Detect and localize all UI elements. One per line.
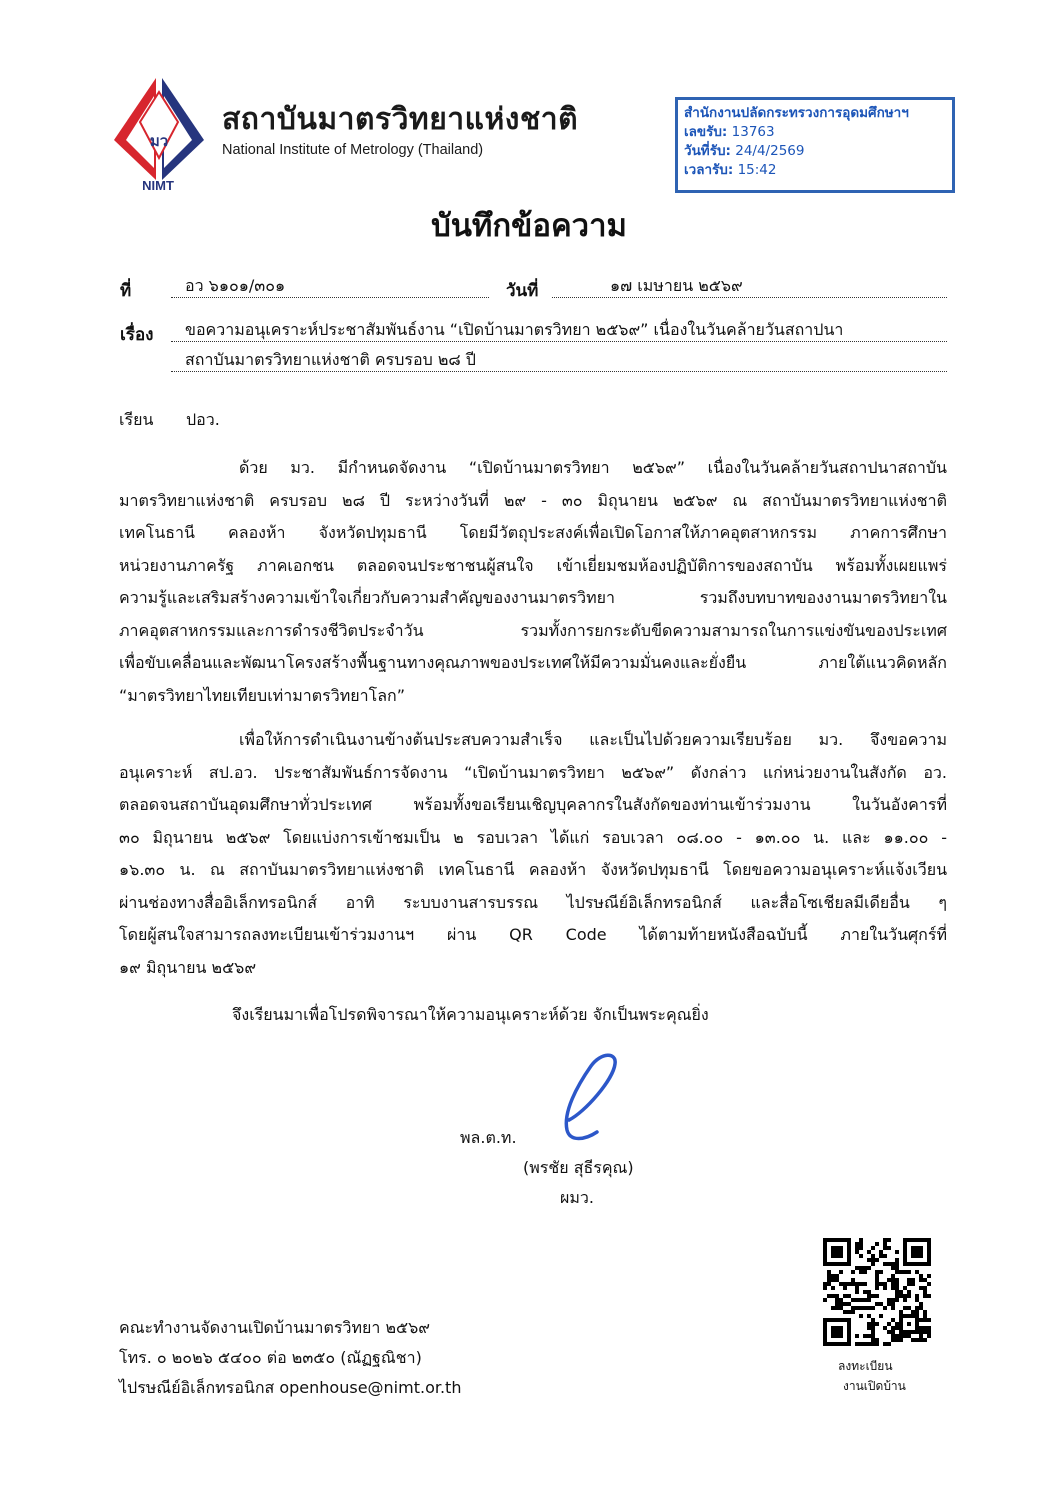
qr-caption-line-2: งานเปิดบ้าน bbox=[843, 1379, 906, 1393]
paragraph-line: “มาตรวิทยาไทยเทียบเท่ามาตรวิทยาโลก” bbox=[119, 685, 405, 705]
stamp-time-label: เวลารับ: bbox=[684, 162, 734, 178]
subject-line-1: ขอความอนุเคราะห์ประชาสัมพันธ์งาน “เปิดบ้านมาตรวิทยา ๒๕๖๙” เนื่องในวันคล้ายวันสถาปนา bbox=[171, 318, 947, 342]
date-label: วันที่ bbox=[506, 281, 539, 301]
body-paragraph-1 bbox=[119, 452, 947, 712]
contact-email[interactable]: ไปรษณีย์อิเล็กทรอนิกส openhouse@nimt.or.th bbox=[119, 1378, 462, 1397]
qr-caption-line-1: ลงทะเบียน bbox=[838, 1359, 893, 1373]
paragraph-line: ภาคอุตสาหกรรมและการดำรงชีวิตประจำวัน รวมทั้งการยกระดับขีดความสามารถในการแข่งขันของประเทศ bbox=[119, 620, 947, 640]
paragraph-line: ๑๖.๓๐ น. ณ สถาบันมาตรวิทยาแห่งชาติ เทคโนธานี คลองห้า จังหวัดปทุมธานี โดยขอความอนุเคราะห์แจ้งเวียน bbox=[119, 860, 947, 879]
doc-number-label: ที่ bbox=[120, 281, 132, 301]
paragraph-line: เทคโนธานี คลองห้า จังหวัดปทุมธานี โดยมีวัตถุประสงค์เพื่อเปิดโอกาสให้ภาคอุตสาหกรรม ภาคการศึกษา bbox=[119, 523, 947, 542]
paragraph-line: ด้วย มว. มีกำหนดจัดงาน “เปิดบ้านมาตรวิทยา ๒๕๖๙” เนื่องในวันคล้ายวันสถาปนาสถาบัน bbox=[239, 458, 947, 477]
paragraph-line: มาตรวิทยาแห่งชาติ ครบรอบ ๒๘ ปี ระหว่างวันที่ ๒๙ - ๓๐ มิถุนายน ๒๕๖๙ ณ สถาบันมาตรวิทยาแห่งชาติ bbox=[119, 490, 947, 510]
institute-name-th: สถาบันมาตรวิทยาแห่งชาติ bbox=[222, 102, 579, 137]
contact-team: คณะทำงานจัดงานเปิดบ้านมาตรวิทยา ๒๕๖๙ bbox=[119, 1318, 431, 1337]
salutation-recipient: ปอว. bbox=[186, 410, 220, 429]
paragraph-line: อนุเคราะห์ สป.อว. ประชาสัมพันธ์การจัดงาน “เปิดบ้านมาตรวิทยา ๒๕๖๙” ดังกล่าว แก่หน่วยงานในสังกัด อว. bbox=[119, 762, 947, 782]
registration-qr-code[interactable] bbox=[823, 1238, 931, 1346]
institute-name-en: National Institute of Metrology (Thailand) bbox=[222, 142, 484, 158]
paragraph-line: ตลอดจนสถาบันอุดมศึกษาทั่วประเทศ พร้อมทั้งขอเรียนเชิญบุคลากรในสังกัดของท่านเข้าร่วมงาน ในวันอังคารที่ bbox=[119, 795, 947, 814]
doc-date: ๑๗ เมษายน ๒๕๖๙ bbox=[552, 274, 947, 298]
memo-title: บันทึกข้อความ bbox=[431, 208, 627, 244]
stamp-date-label: วันที่รับ: bbox=[684, 143, 731, 159]
stamp-number-label: เลขรับ: bbox=[684, 124, 728, 140]
paragraph-line: ๑๙ มิถุนายน ๒๕๖๙ bbox=[119, 957, 257, 977]
receiving-stamp bbox=[675, 97, 955, 193]
paragraph-line: โดยผู้สนใจสามารถลงทะเบียนเข้าร่วมงานฯ ผ่าน QR Code ได้ตามท้ายหนังสือฉบับนี้ ภายในวันศุกร์ที่ bbox=[119, 925, 947, 944]
body-paragraph-2 bbox=[119, 724, 947, 984]
subject-label: เรื่อง bbox=[120, 325, 154, 345]
stamp-number-row bbox=[684, 123, 946, 142]
stamp-office: สำนักงานปลัดกระทรวงการอุดมศึกษาฯ bbox=[684, 105, 909, 121]
stamp-date: 24/4/2569 bbox=[735, 143, 805, 159]
nimt-logo-icon bbox=[104, 70, 216, 194]
contact-phone: โทร. ๐ ๒๐๒๖ ๕๔๐๐ ต่อ ๒๓๕๐ (ณัฏฐณิชา) bbox=[119, 1348, 422, 1367]
svg-text:มว: มว bbox=[149, 132, 169, 150]
stamp-date-row bbox=[684, 142, 946, 161]
paragraph-line: ผ่านช่องทางสื่ออิเล็กทรอนิกส์ อาทิ ระบบงานสารบรรณ ไปรษณีย์อิเล็กทรอนิกส์ และสื่อโซเชียลมีเดียอื่น ๆ bbox=[119, 892, 947, 912]
paragraph-line: หน่วยงานภาครัฐ ภาคเอกชน ตลอดจนประชาชนผู้สนใจ เข้าเยี่ยมชมห้องปฏิบัติการของสถาบัน พร้อมทั้งเผยแพร่ bbox=[119, 555, 947, 575]
svg-text:NIMT: NIMT bbox=[142, 178, 174, 193]
subject-line-2: สถาบันมาตรวิทยาแห่งชาติ ครบรอบ ๒๘ ปี bbox=[171, 348, 947, 372]
handwritten-signature bbox=[555, 1050, 625, 1145]
signer-name: (พรชัย สุธีรคุณ) bbox=[523, 1158, 634, 1177]
salutation-label: เรียน bbox=[119, 410, 154, 429]
doc-number: อว ๖๑๐๑/๓๐๑ bbox=[171, 274, 489, 298]
paragraph-line: เพื่อให้การดำเนินงานข้างต้นประสบความสำเร็จ และเป็นไปด้วยความเรียบร้อย มว. จึงขอความ bbox=[239, 730, 947, 749]
stamp-time: 15:42 bbox=[737, 162, 777, 178]
paragraph-line: ความรู้และเสริมสร้างความเข้าใจเกี่ยวกับความสำคัญของงานมาตรวิทยา รวมถึงบทบาทของงานมาตรวิทยาใน bbox=[119, 588, 947, 607]
closing-sentence: จึงเรียนมาเพื่อโปรดพิจารณาให้ความอนุเคราะห์ด้วย จักเป็นพระคุณยิ่ง bbox=[232, 1005, 709, 1024]
signer-rank: พล.ต.ท. bbox=[460, 1128, 517, 1147]
signer-title: ผมว. bbox=[560, 1188, 594, 1207]
stamp-number: 13763 bbox=[731, 124, 775, 140]
stamp-time-row bbox=[684, 161, 946, 180]
paragraph-line: ๓๐ มิถุนายน ๒๕๖๙ โดยแบ่งการเข้าชมเป็น ๒ รอบเวลา ได้แก่ รอบเวลา ๐๘.๐๐ - ๑๓.๐๐ น. และ ๑๑.๐๐ - bbox=[119, 827, 947, 847]
paragraph-line: เพื่อขับเคลื่อนและพัฒนาโครงสร้างพื้นฐานทางคุณภาพของประเทศให้มีความมั่นคงและยั่งยืน ภายใต้แนวคิดหลัก bbox=[119, 653, 947, 672]
